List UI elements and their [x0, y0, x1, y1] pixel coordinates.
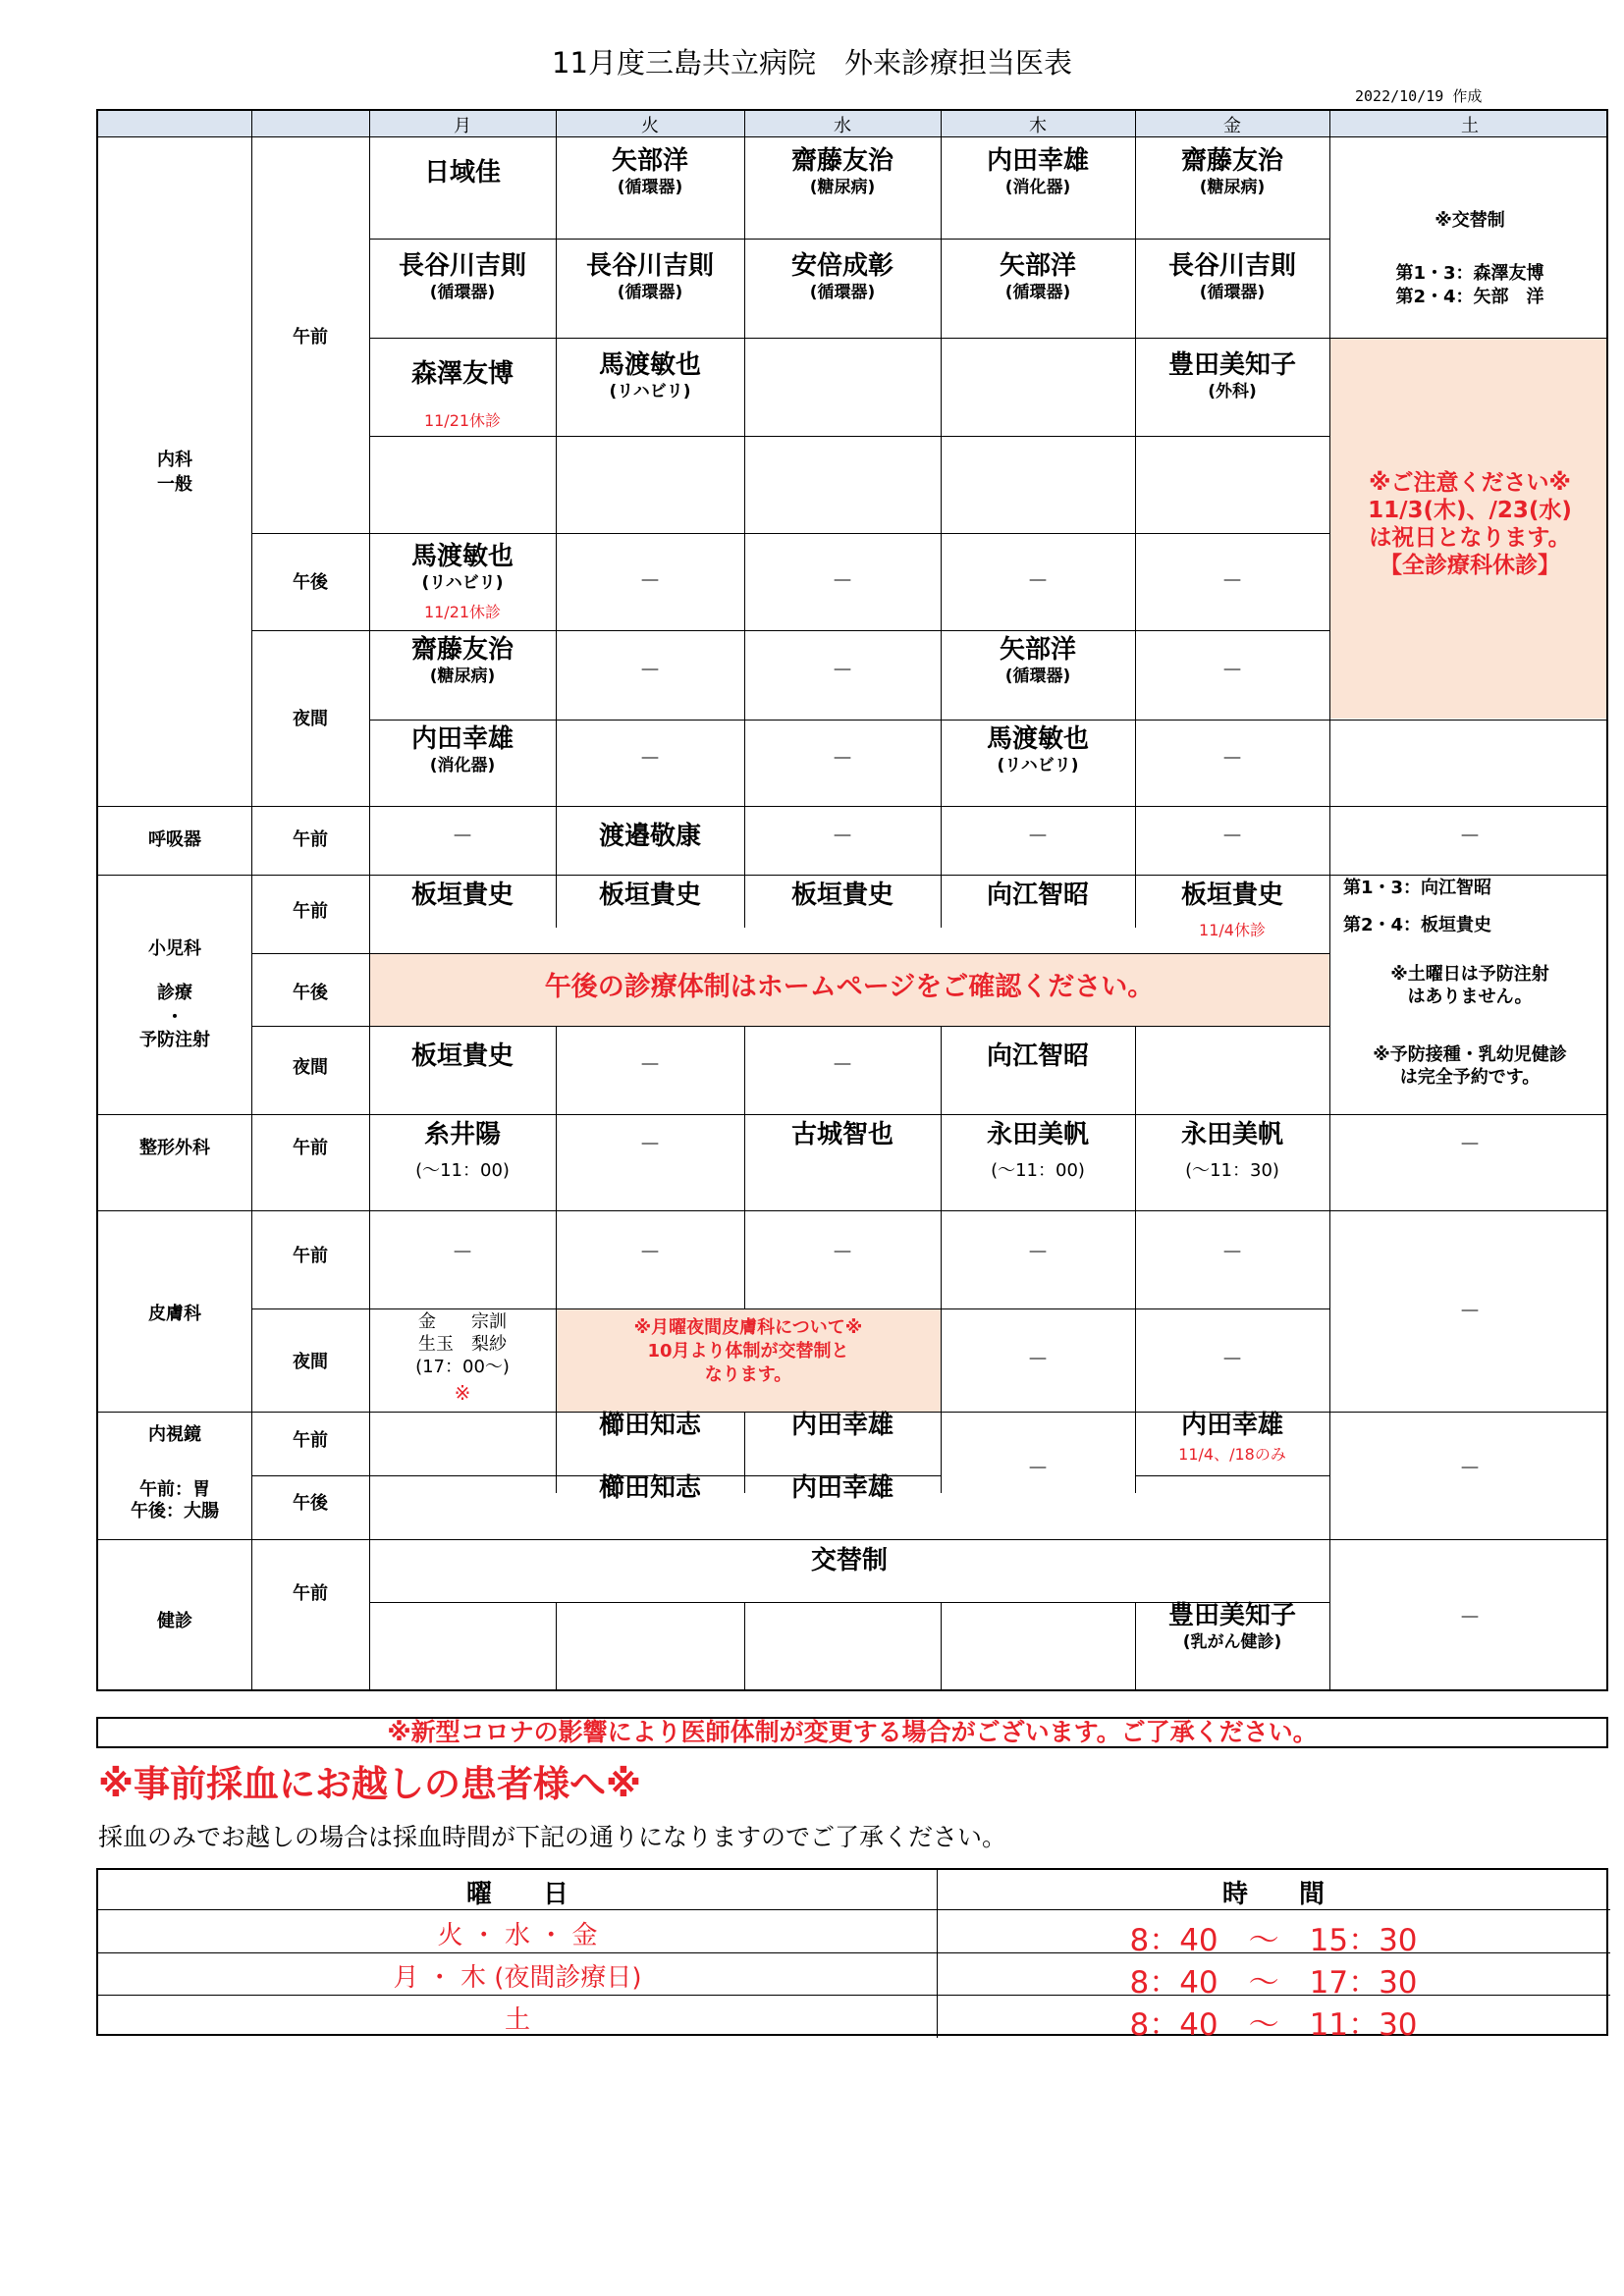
period-internal-pm: 午後	[293, 572, 328, 593]
pediatrics-sat-note-reservation: ※予防接種・乳幼児健診 は完全予約です。	[1373, 1044, 1567, 1088]
internal-night1-wed-dash: －	[831, 659, 853, 683]
pediatrics-am-fri: 板垣貴史	[1180, 881, 1283, 910]
dermatology-am-tue-dash: －	[638, 1241, 661, 1265]
grid-h-checkup-rotation	[369, 1602, 1329, 1603]
internal-r3-tue-specialty: (リハビリ)	[609, 382, 691, 401]
internal-r3-fri: 豊田美知子	[1167, 350, 1296, 380]
orthopedics-tue-dash: －	[638, 1133, 661, 1157]
internal-r2-wed: 安倍成彰	[790, 251, 893, 281]
header-wed: 水	[834, 116, 851, 136]
dermatology-night-mon: 金 宗訓 生玉 梨紗 (17：00～)	[415, 1311, 510, 1377]
grid-v-sat	[1329, 111, 1330, 1691]
dermatology-night-mon-mark: ※	[454, 1381, 471, 1405]
internal-night1-fri-dash: －	[1220, 659, 1243, 683]
respiratory-fri-dash: －	[1220, 825, 1243, 849]
dermatology-am-thu-dash: －	[1026, 1241, 1049, 1265]
header-sat: 土	[1461, 116, 1479, 136]
internal-night2-mon-specialty: (消化器)	[429, 756, 496, 775]
grid-h-header	[98, 136, 1608, 137]
dept-orthopedics: 整形外科	[139, 1138, 210, 1158]
header-mon: 月	[454, 116, 471, 136]
endoscopy-am-wed: 内田幸雄	[790, 1411, 893, 1440]
endoscopy-am-fri-note: 11/4、/18のみ	[1178, 1445, 1286, 1464]
internal-night2-tue-dash: －	[638, 747, 661, 772]
grid-v-wed-d	[744, 1412, 745, 1493]
blood-test-times-table	[96, 1868, 1608, 2043]
internal-r2-tue-specialty: (循環器)	[617, 283, 683, 302]
period-endoscopy-pm: 午後	[293, 1493, 328, 1514]
period-pediatrics-pm: 午後	[293, 983, 328, 1003]
grid-h-ped-pm-night	[251, 1026, 1329, 1027]
internal-r1-wed: 齋藤友治	[790, 146, 893, 176]
times-row-2-time: 8：40 ～ 17：30	[1129, 1965, 1418, 2001]
endoscopy-am-tue: 櫛田知志	[598, 1411, 701, 1440]
grid-v-tue-c	[556, 1602, 557, 1691]
endoscopy-thu-dash: －	[1026, 1457, 1049, 1481]
dermatology-night-fri-dash: －	[1220, 1348, 1243, 1372]
internal-r1-mon: 日域佳	[423, 158, 501, 187]
internal-pm-mon: 馬渡敏也	[410, 542, 514, 571]
dermatology-am-fri-dash: －	[1220, 1241, 1243, 1265]
internal-sat-rotation: ※交替制	[1435, 210, 1505, 231]
blood-test-heading: ※事前採血にお越しの患者様へ※	[98, 1763, 641, 1805]
dept-dermatology: 皮膚科	[148, 1304, 201, 1324]
times-row-3-time: 8：40 ～ 11：30	[1129, 2007, 1418, 2043]
grid-h-endo-am-pm-a	[251, 1475, 941, 1476]
dept-checkup: 健診	[157, 1611, 192, 1631]
pediatrics-am-thu: 向江智昭	[986, 881, 1089, 910]
grid-h-orthopedics	[98, 1114, 1608, 1115]
dept-pediatrics-line4: 予防注射	[139, 1030, 210, 1050]
header-tue: 火	[641, 116, 659, 136]
internal-sat-holiday-notice: ※ご注意ください※ 11/3(木)、/23(水) は祝日となります。 【全診療科休診】	[1368, 470, 1572, 578]
orthopedics-mon-hours: (～11：00)	[415, 1160, 510, 1181]
period-respiratory-am: 午前	[293, 829, 328, 850]
internal-r2-fri: 長谷川吉則	[1167, 251, 1296, 281]
grid-v-wed-b	[744, 1026, 745, 1242]
period-pediatrics-night: 夜間	[293, 1057, 328, 1078]
respiratory-wed-dash: －	[831, 825, 853, 849]
blood-test-description: 採血のみでお越しの場合は採血時間が下記の通りになりますのでご了承ください。	[98, 1823, 1007, 1851]
respiratory-tue: 渡邉敬康	[598, 822, 701, 851]
grid-h-checkup	[98, 1539, 1608, 1540]
dermatology-night-notice: ※月曜夜間皮膚科について※ 10月より体制が交替制と なります。	[633, 1317, 863, 1385]
period-dermatology-night: 夜間	[293, 1352, 328, 1372]
pediatrics-night-wed-dash: －	[831, 1053, 853, 1078]
period-endoscopy-am: 午前	[293, 1430, 328, 1451]
internal-sat-rotation-2: 第2・4：矢部 洋	[1395, 287, 1544, 307]
internal-r3-tue: 馬渡敏也	[598, 350, 701, 380]
internal-pm-fri-dash: －	[1220, 569, 1243, 594]
internal-r1-fri-specialty: (糖尿病)	[1199, 178, 1266, 197]
internal-sat-rotation-1: 第1・3：森澤友博	[1395, 263, 1544, 284]
endoscopy-pm-tue: 櫛田知志	[598, 1473, 701, 1503]
internal-r1-tue-specialty: (循環器)	[617, 178, 683, 197]
pediatrics-am-mon: 板垣貴史	[410, 881, 514, 910]
internal-r1-thu: 内田幸雄	[986, 146, 1089, 176]
grid-h-endoscopy	[98, 1412, 1608, 1413]
grid-v-fri-b	[1135, 1026, 1136, 1493]
times-header-time: 時 間	[1221, 1880, 1325, 1909]
endoscopy-am-fri: 内田幸雄	[1180, 1411, 1283, 1440]
times-row-1-day: 火 ・ 水 ・ 金	[437, 1921, 598, 1950]
orthopedics-fri-hours: (～11：30)	[1185, 1160, 1279, 1181]
grid-h-int-2	[369, 338, 1608, 339]
grid-h-pediatrics	[98, 875, 1608, 876]
internal-pm-mon-specialty: (リハビリ)	[421, 573, 504, 593]
dermatology-am-wed-dash: －	[831, 1241, 853, 1265]
grid-v-fri-c	[1135, 1602, 1136, 1691]
internal-r3-fri-specialty: (外科)	[1208, 382, 1257, 401]
internal-r2-tue: 長谷川吉則	[585, 251, 714, 281]
times-row-2-day: 月 ・ 木 (夜間診療日)	[393, 1963, 642, 1993]
endoscopy-sat-dash: －	[1458, 1457, 1481, 1481]
covid-notice: ※新型コロナの影響により医師体制が変更する場合がございます。ご了承ください。	[96, 1717, 1608, 1748]
internal-r1-thu-specialty: (消化器)	[1004, 178, 1071, 197]
pediatrics-am-tue: 板垣貴史	[598, 881, 701, 910]
pediatrics-sat-note-vaccination: ※土曜日は予防注射 はありません。	[1390, 964, 1549, 1007]
checkup-rotation: 交替制	[810, 1546, 888, 1575]
internal-r3-mon-closed-note: 11/21休診	[423, 411, 502, 430]
created-date: 2022/10/19 作成	[1355, 87, 1483, 105]
orthopedics-sat-dash: －	[1458, 1133, 1481, 1157]
period-pediatrics-am: 午前	[293, 901, 328, 922]
pediatrics-night-thu: 向江智昭	[986, 1041, 1089, 1071]
grid-h-respiratory	[98, 806, 1608, 807]
checkup-sat-dash: －	[1458, 1606, 1481, 1630]
orthopedics-wed: 古城智也	[790, 1120, 893, 1149]
grid-h-int-am-pm	[251, 533, 1329, 534]
internal-night2-thu-specialty: (リハビリ)	[997, 756, 1079, 775]
times-row-3-day: 土	[504, 2005, 530, 2035]
grid-h-int-3	[369, 436, 1329, 437]
dept-endoscopy: 内視鏡	[148, 1424, 201, 1445]
period-internal-night: 夜間	[293, 709, 328, 729]
grid-h-int-night	[369, 720, 1329, 721]
internal-night2-thu: 馬渡敏也	[986, 724, 1089, 754]
pediatrics-night-mon: 板垣貴史	[410, 1041, 514, 1071]
grid-h-dermatology	[98, 1210, 1608, 1211]
grid-h-endo-am-pm-b	[1135, 1475, 1329, 1476]
dermatology-night-thu-dash: －	[1026, 1348, 1049, 1372]
internal-r3-mon: 森澤友博	[410, 359, 514, 389]
dept-internal: 内科 一般	[157, 450, 192, 495]
orthopedics-thu: 永田美帆	[986, 1120, 1089, 1149]
pediatrics-am-wed: 板垣貴史	[790, 881, 893, 910]
internal-pm-wed-dash: －	[831, 569, 853, 594]
respiratory-mon-dash: －	[451, 825, 473, 849]
times-header-day: 曜 日	[465, 1880, 568, 1909]
pediatrics-sat-rotation-1: 第1・3：向江智昭	[1343, 878, 1492, 898]
internal-r1-tue: 矢部洋	[611, 146, 688, 176]
internal-night1-mon: 齋藤友治	[410, 635, 514, 665]
header-fri: 金	[1223, 116, 1241, 136]
orthopedics-mon: 糸井陽	[423, 1120, 501, 1149]
internal-night2-mon: 内田幸雄	[410, 724, 514, 754]
internal-night1-tue-dash: －	[638, 659, 661, 683]
grid-h-int-pm-night	[251, 630, 1329, 631]
orthopedics-thu-hours: (～11：00)	[991, 1160, 1085, 1181]
page-title: 11月度三島共立病院 外来診療担当医表	[552, 46, 1072, 80]
internal-r2-thu: 矢部洋	[999, 251, 1076, 281]
grid-h-derm-am-night	[251, 1308, 1329, 1309]
grid-v-wed-f	[744, 1242, 745, 1305]
internal-r2-thu-specialty: (循環器)	[1004, 283, 1071, 302]
period-dermatology-am: 午前	[293, 1246, 328, 1266]
internal-pm-mon-closed-note: 11/21休診	[423, 603, 502, 621]
header-thu: 木	[1029, 116, 1047, 136]
internal-r2-wed-specialty: (循環器)	[809, 283, 876, 302]
pediatrics-sat-rotation-2: 第2・4：板垣貴史	[1343, 915, 1492, 935]
pediatrics-am-fri-closed-note: 11/4休診	[1199, 921, 1266, 939]
dept-pediatrics-line3: ・	[166, 1007, 184, 1028]
times-row-1-time: 8：40 ～ 15：30	[1129, 1923, 1418, 1958]
dept-endoscopy-note: 午前：胃 午後：大腸	[131, 1479, 219, 1522]
internal-pm-tue-dash: －	[638, 569, 661, 594]
grid-v-mon	[369, 111, 370, 1691]
grid-v-tue-b	[556, 1026, 557, 1493]
internal-night1-thu: 矢部洋	[999, 635, 1076, 665]
dept-pediatrics-line1: 小児科	[148, 938, 201, 959]
checkup-fri-specialty: (乳がん健診)	[1182, 1632, 1282, 1652]
internal-night2-fri-dash: －	[1220, 747, 1243, 772]
grid-v-wed-e	[744, 1602, 745, 1691]
grid-v-period	[251, 111, 252, 1691]
pediatrics-night-tue-dash: －	[638, 1053, 661, 1078]
respiratory-sat-dash: －	[1458, 825, 1481, 849]
period-internal-am: 午前	[293, 327, 328, 347]
internal-night1-thu-specialty: (循環器)	[1004, 667, 1071, 686]
internal-pm-thu-dash: －	[1026, 569, 1049, 594]
dermatology-am-mon-dash: －	[451, 1241, 473, 1265]
internal-night2-wed-dash: －	[831, 747, 853, 772]
dept-respiratory: 呼吸器	[148, 829, 201, 850]
dermatology-sat-dash: －	[1458, 1300, 1481, 1324]
period-checkup-am: 午前	[293, 1583, 328, 1604]
schedule-table	[96, 109, 1608, 1691]
orthopedics-fri: 永田美帆	[1180, 1120, 1283, 1149]
dept-pediatrics-line2: 診療	[157, 983, 192, 1003]
grid-v-thu-c	[941, 1602, 942, 1691]
grid-v-thu-b	[941, 1026, 942, 1493]
internal-r2-mon: 長谷川吉則	[398, 251, 526, 281]
internal-night1-mon-specialty: (糖尿病)	[429, 667, 496, 686]
grid-h-int-1	[369, 239, 1329, 240]
respiratory-thu-dash: －	[1026, 825, 1049, 849]
internal-r2-fri-specialty: (循環器)	[1199, 283, 1266, 302]
period-orthopedics-am: 午前	[293, 1138, 328, 1158]
endoscopy-pm-wed: 内田幸雄	[790, 1473, 893, 1503]
internal-r1-wed-specialty: (糖尿病)	[809, 178, 876, 197]
pediatrics-pm-notice: 午後の診療体制はホームページをご確認ください。	[544, 972, 1155, 1002]
internal-r1-fri: 齋藤友治	[1180, 146, 1283, 176]
checkup-fri: 豊田美知子	[1167, 1601, 1296, 1630]
grid-h-int-sat	[1329, 720, 1608, 721]
grid-h-ped-am-pm	[251, 953, 1329, 954]
internal-r2-mon-specialty: (循環器)	[429, 283, 496, 302]
